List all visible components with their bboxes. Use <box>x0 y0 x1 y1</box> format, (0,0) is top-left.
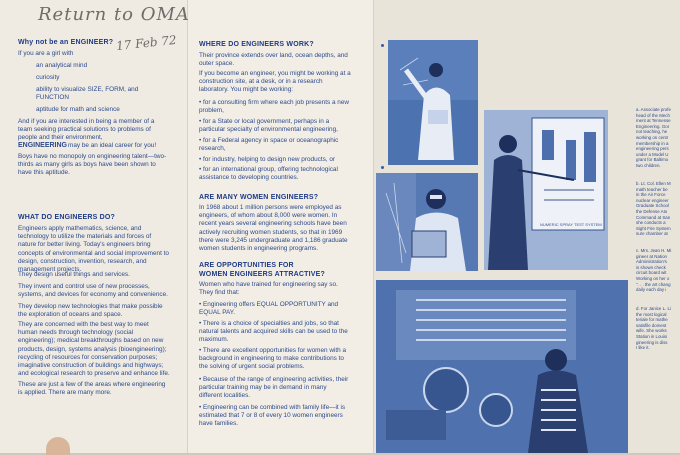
photo-woman-with-circuit-board <box>376 173 478 271</box>
photo-woman-with-machinery <box>376 280 628 453</box>
paragraph-what-6: These are just a few of the areas where engineering is applied. There are many more. <box>18 381 166 397</box>
paragraph-what-2: They design useful things and services. <box>18 271 130 278</box>
where-list-item: • for an international group, offering technological assistance to developing countries. <box>199 166 338 182</box>
text-boys-talent: Boys have no monopoly on engineering talent—two-thirds as many girls as boys have been shown to have this aptitude. <box>18 153 167 177</box>
fold-line <box>373 0 374 453</box>
photo-woman-with-chart <box>484 110 608 270</box>
opp-list-item: • There is a choice of specialties and jobs, so that natural talents and acquired skills can be used to the maximum. <box>199 320 348 344</box>
paragraph-what-3: They invent and control use of new processes, systems, and devices for economy and convenience. <box>18 283 168 299</box>
heading-where-work: WHERE DO ENGINEERS WORK? <box>199 41 314 48</box>
text-if-girl: If you are a girl with <box>18 50 74 57</box>
caption-a: a. Associate profe head of the Mech ment at Tennesse Engineering. Gor not teaching, he working on centr membership in a engineering pers under a Model U grant for Baltimo two children. <box>636 107 671 168</box>
where-list-item: • for a State or local government, perhaps in a particular specialty of environmental engineering, <box>199 118 338 134</box>
caption-b: b. Lt. Col. Ellen M math teacher be in the Air Force nuclear engineer Graduate School the Defense Ato Command at San she conducts a Sight Fire System sure chamber at <box>636 181 671 237</box>
caption-c: c. Mrs. Jean H. Mi gineer at Nation Administration's is shown check circuit board wit Working on her o ". . . the art chang daily each day i <box>636 248 672 293</box>
opp-list-item: • There are excellent opportunities for women with a background in engineering to make contributions to the solving of urgent social problems. <box>199 347 347 371</box>
heading-why-engineer: Why not be an ENGINEER? <box>18 39 114 46</box>
photo-woman-at-blackboard <box>388 40 478 165</box>
fold-line <box>187 0 188 453</box>
photo-marker-a <box>381 44 384 47</box>
caption-d: d. For Janice L. Li the most logical teriale for mathe satisfile domest wife. She works Station in Louisi gineering is diss I like it. <box>636 306 671 351</box>
text-interested: And if you are interested in being a member of a team seeking practical solutions to problems of people and their environment, <box>18 118 155 142</box>
opp-list-item: • Engineering can be combined with family life—it is estimated that 7 or 8 of every 10 women engineers have families. <box>199 404 346 428</box>
handwritten-date: 17 Feb 72 <box>115 32 178 54</box>
text-engineering-word: ENGINEERING <box>18 142 68 149</box>
text-ideal-career: may be an ideal career for you! <box>68 142 157 149</box>
thumb <box>46 437 70 455</box>
paragraph-opp-intro: Women who have trained for engineering say so. They find that: <box>199 281 338 297</box>
chart-caption-text: NUMERIC SPRAY TEST SYSTEM <box>540 222 602 227</box>
paragraph-what-5: They are concerned with the best way to meet human needs through technology (social engineering); medical breakthroughs based on new products, design, systems analysis (bioengineering); recycling of resources for conservation purposes; imaginative construction of buildings and highways; and ecological research to preserve and enhance life. <box>18 321 170 378</box>
paragraph-what-4: They develop new technologies that make possible the exploration of oceans and space. <box>18 303 163 319</box>
opp-list-item: • Engineering offers EQUAL OPPORTUNITY and EQUAL PAY. <box>199 301 339 317</box>
heading-what-engineers-do: WHAT DO ENGINEERS DO? <box>18 214 116 221</box>
paragraph-where-2: If you become an engineer, you might be working at a construction site, at a desk, or in a research laboratory. You might be working: <box>199 70 351 94</box>
trait-item: aptitude for math and science <box>36 106 120 113</box>
trait-item: curiosity <box>36 74 60 81</box>
where-list-item: • for industry, helping to design new products, or <box>199 156 336 163</box>
trait-item: ability to visualize SIZE, FORM, and FUNCTION <box>36 86 139 102</box>
opp-list-item: • Because of the range of engineering activities, their particular training may be in demand in many different localities. <box>199 376 349 400</box>
paragraph-many-women: In 1968 about 1 million persons were employed as engineers, of whom about 8,000 were women. In recent years several engineering schools have been actively recruiting women students, so that in 1969 there were 3,245 undergraduate and 1,186 graduate women students in engineering programs. <box>199 204 348 253</box>
where-list-item: • for a Federal agency in space or oceanographic research, <box>199 137 339 153</box>
paragraph-what-1: Engineers apply mathematics, science, and technology to utilize the materials and forces of nature for better living. Today's engineers bring concepts of environmental and social improvement to design, construction, invention, research, and management projects. <box>18 225 169 274</box>
heading-many-women: ARE MANY WOMEN ENGINEERS? <box>199 194 319 201</box>
heading-opportunities: ARE OPPORTUNITIES FOR WOMEN ENGINEERS ATTRACTIVE? <box>199 262 325 278</box>
photo-marker-c <box>381 166 384 169</box>
trait-item: an analytical mind <box>36 62 88 69</box>
handwritten-note: Return to OMA <box>38 4 190 25</box>
paragraph-where-1: Their province extends over land, ocean depths, and outer space. <box>199 52 348 68</box>
where-list-item: • for a consulting firm where each job presents a new problem, <box>199 99 350 115</box>
